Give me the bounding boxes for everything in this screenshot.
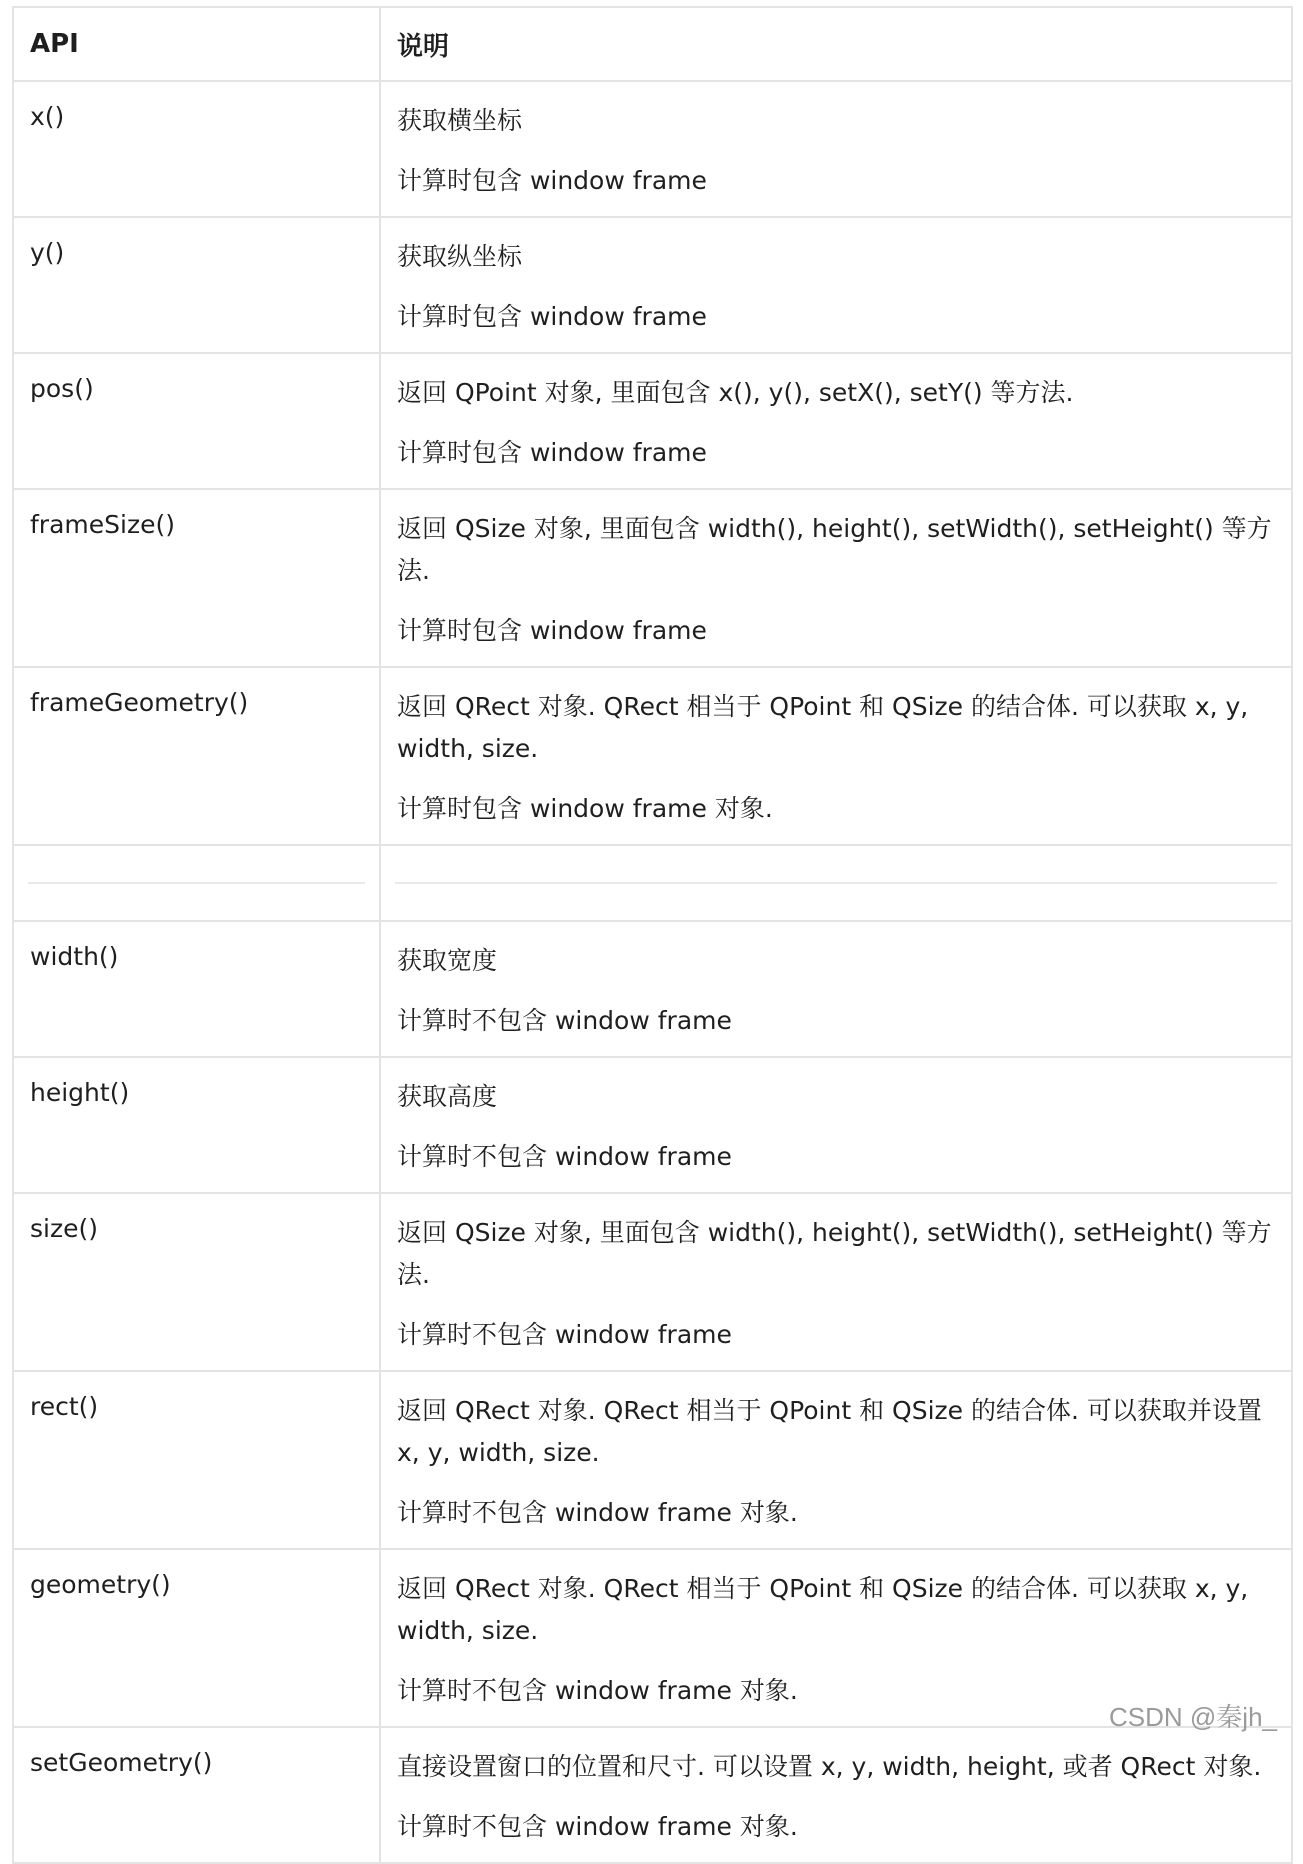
- description-line: 获取宽度: [397, 946, 498, 975]
- api-name-cell: width(): [13, 921, 380, 1057]
- api-name-cell: geometry(): [13, 1549, 380, 1727]
- description-line: 计算时包含 window frame 对象.: [397, 794, 773, 823]
- table-row: [13, 489, 1292, 667]
- api-name-cell: frameGeometry(): [13, 667, 380, 845]
- description-cell: [380, 217, 1292, 353]
- table-row: [13, 217, 1292, 353]
- description-line: 获取横坐标: [397, 106, 523, 135]
- description-line: 获取高度: [397, 1082, 498, 1111]
- table-row: [13, 921, 1292, 1057]
- description-cell: [380, 921, 1292, 1057]
- api-name-cell: y(): [13, 217, 380, 353]
- api-name-cell: rect(): [13, 1371, 380, 1549]
- separator-row: [13, 845, 1292, 921]
- api-name-cell: pos(): [13, 353, 380, 489]
- description-cell: [380, 81, 1292, 217]
- description-cell: [380, 1727, 1292, 1863]
- description-cell: [380, 1371, 1292, 1549]
- description-line: 计算时不包含 window frame: [397, 1142, 732, 1171]
- api-name-cell: height(): [13, 1057, 380, 1193]
- header-row: [13, 7, 1292, 81]
- description-line: 返回 QRect 对象. QRect 相当于 QPoint 和 QSize 的结合体. 可以获取 x, y, width, size.: [397, 692, 1249, 763]
- description-line: 返回 QRect 对象. QRect 相当于 QPoint 和 QSize 的结合体. 可以获取 x, y, width, size.: [397, 1574, 1249, 1645]
- description-cell: [380, 1057, 1292, 1193]
- table-row: [13, 1549, 1292, 1727]
- description-line: 直接设置窗口的位置和尺寸. 可以设置 x, y, width, height, 或者 QRect 对象.: [397, 1752, 1262, 1781]
- description-line: 获取纵坐标: [397, 242, 523, 271]
- description-cell: [380, 667, 1292, 845]
- table-body: [13, 81, 1292, 1863]
- description-cell: [380, 353, 1292, 489]
- header-description: 说明: [380, 7, 1292, 81]
- watermark: CSDN @秦jh_: [1109, 1702, 1277, 1732]
- table-row: [13, 81, 1292, 217]
- api-name-cell: frameSize(): [13, 489, 380, 667]
- description-line: 计算时不包含 window frame 对象.: [397, 1498, 798, 1527]
- api-name-cell: size(): [13, 1193, 380, 1371]
- description-line: 返回 QSize 对象, 里面包含 width(), height(), setWidth(), setHeight() 等方法.: [397, 1218, 1272, 1289]
- table-row: [13, 667, 1292, 845]
- description-line: 计算时不包含 window frame: [397, 1320, 732, 1349]
- table-row: [13, 1371, 1292, 1549]
- divider: [395, 882, 1277, 884]
- description-line: 计算时包含 window frame: [397, 438, 707, 467]
- description-cell: [380, 1193, 1292, 1371]
- divider: [28, 882, 365, 884]
- table-row: [13, 353, 1292, 489]
- api-table: [12, 6, 1293, 1864]
- description-line: 计算时包含 window frame: [397, 616, 707, 645]
- description-line: 计算时包含 window frame: [397, 166, 707, 195]
- api-name-cell: x(): [13, 81, 380, 217]
- description-line: 计算时不包含 window frame 对象.: [397, 1676, 798, 1705]
- api-name-cell: setGeometry(): [13, 1727, 380, 1863]
- separator-cell: [380, 845, 1292, 921]
- table-row: [13, 1193, 1292, 1371]
- separator-cell: [13, 845, 380, 921]
- description-line: 计算时不包含 window frame: [397, 1006, 732, 1035]
- table-row: [13, 1057, 1292, 1193]
- description-line: 计算时包含 window frame: [397, 302, 707, 331]
- header-api: API: [13, 7, 380, 81]
- description-line: 返回 QSize 对象, 里面包含 width(), height(), setWidth(), setHeight() 等方法.: [397, 514, 1272, 585]
- description-line: 计算时不包含 window frame 对象.: [397, 1812, 798, 1841]
- description-line: 返回 QPoint 对象, 里面包含 x(), y(), setX(), setY() 等方法.: [397, 378, 1074, 407]
- description-cell: [380, 489, 1292, 667]
- description-line: 返回 QRect 对象. QRect 相当于 QPoint 和 QSize 的结合体. 可以获取并设置 x, y, width, size.: [397, 1396, 1262, 1467]
- table-row: [13, 1727, 1292, 1863]
